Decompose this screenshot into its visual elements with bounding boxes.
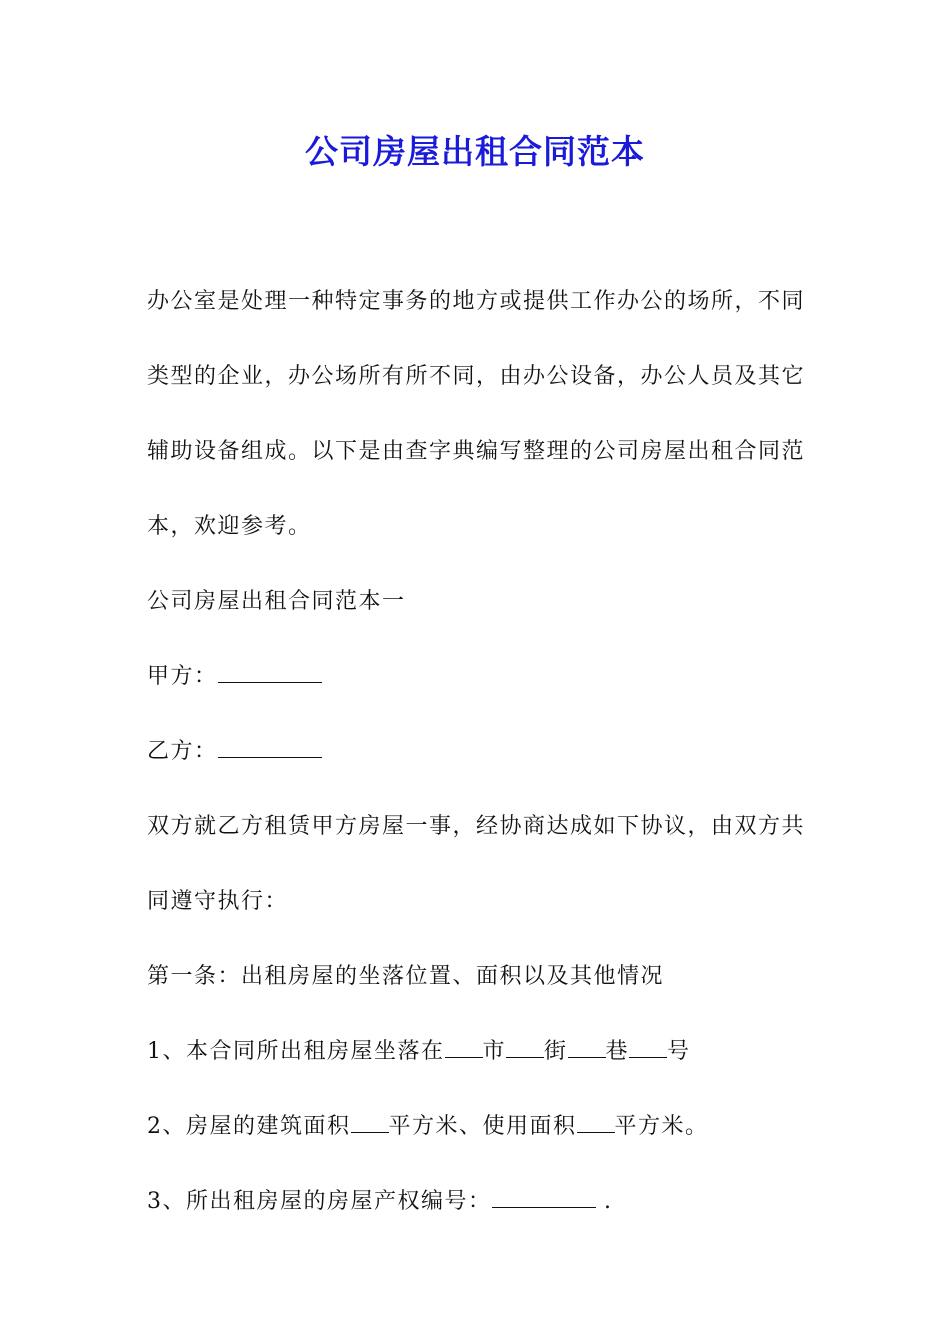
preamble-paragraph: 双方就乙方租赁甲方房屋一事，经协商达成如下协议，由双方共同遵守执行： [147, 814, 806, 914]
party-a-blank [218, 662, 322, 683]
party-b-label: 乙方： [147, 739, 218, 764]
intro-paragraph: 办公室是处理一种特定事务的地方或提供工作办公的场所，不同类型的企业，办公场所有所不同，由办公设备，办公人员及其它辅助设备组成。以下是由查字典编写整理的公司房屋出租合同范本，欢迎参考。 [147, 289, 806, 539]
item-2-prefix: 2、房屋的建筑面积 [147, 1114, 351, 1139]
item-3-prefix: 3、所出租房屋的房屋产权编号： [147, 1189, 492, 1214]
party-b-blank [218, 737, 322, 758]
document-title: 公司房屋出租合同范本 [305, 132, 645, 171]
party-a-line [147, 639, 807, 714]
item-1-line [147, 1014, 807, 1089]
number-blank [629, 1037, 667, 1058]
item-1-prefix: 1、本合同所出租房屋坐落在 [147, 1039, 445, 1064]
item-1-city: 市 [482, 1039, 507, 1064]
street-blank [506, 1037, 544, 1058]
article-1-title: 第一条：出租房屋的坐落位置、面积以及其他情况 [147, 964, 665, 989]
usable-area-blank [577, 1112, 615, 1133]
section-title: 公司房屋出租合同范本一 [147, 589, 406, 614]
item-3-suffix: . [595, 1189, 613, 1214]
item-1-lane: 巷 [605, 1039, 630, 1064]
item-2-suffix: 平方米。 [614, 1114, 709, 1139]
party-b-line [147, 714, 807, 789]
property-number-blank [492, 1187, 596, 1208]
item-3-line [147, 1164, 807, 1239]
item-1-number: 号 [667, 1039, 691, 1064]
building-area-blank [351, 1112, 389, 1133]
item-1-street: 街 [544, 1039, 568, 1064]
lane-blank [568, 1037, 606, 1058]
city-blank [445, 1037, 483, 1058]
party-a-label: 甲方： [147, 664, 218, 689]
item-2-mid: 平方米、使用面积 [388, 1114, 577, 1139]
document-body [147, 264, 807, 1239]
item-2-line [147, 1089, 807, 1164]
